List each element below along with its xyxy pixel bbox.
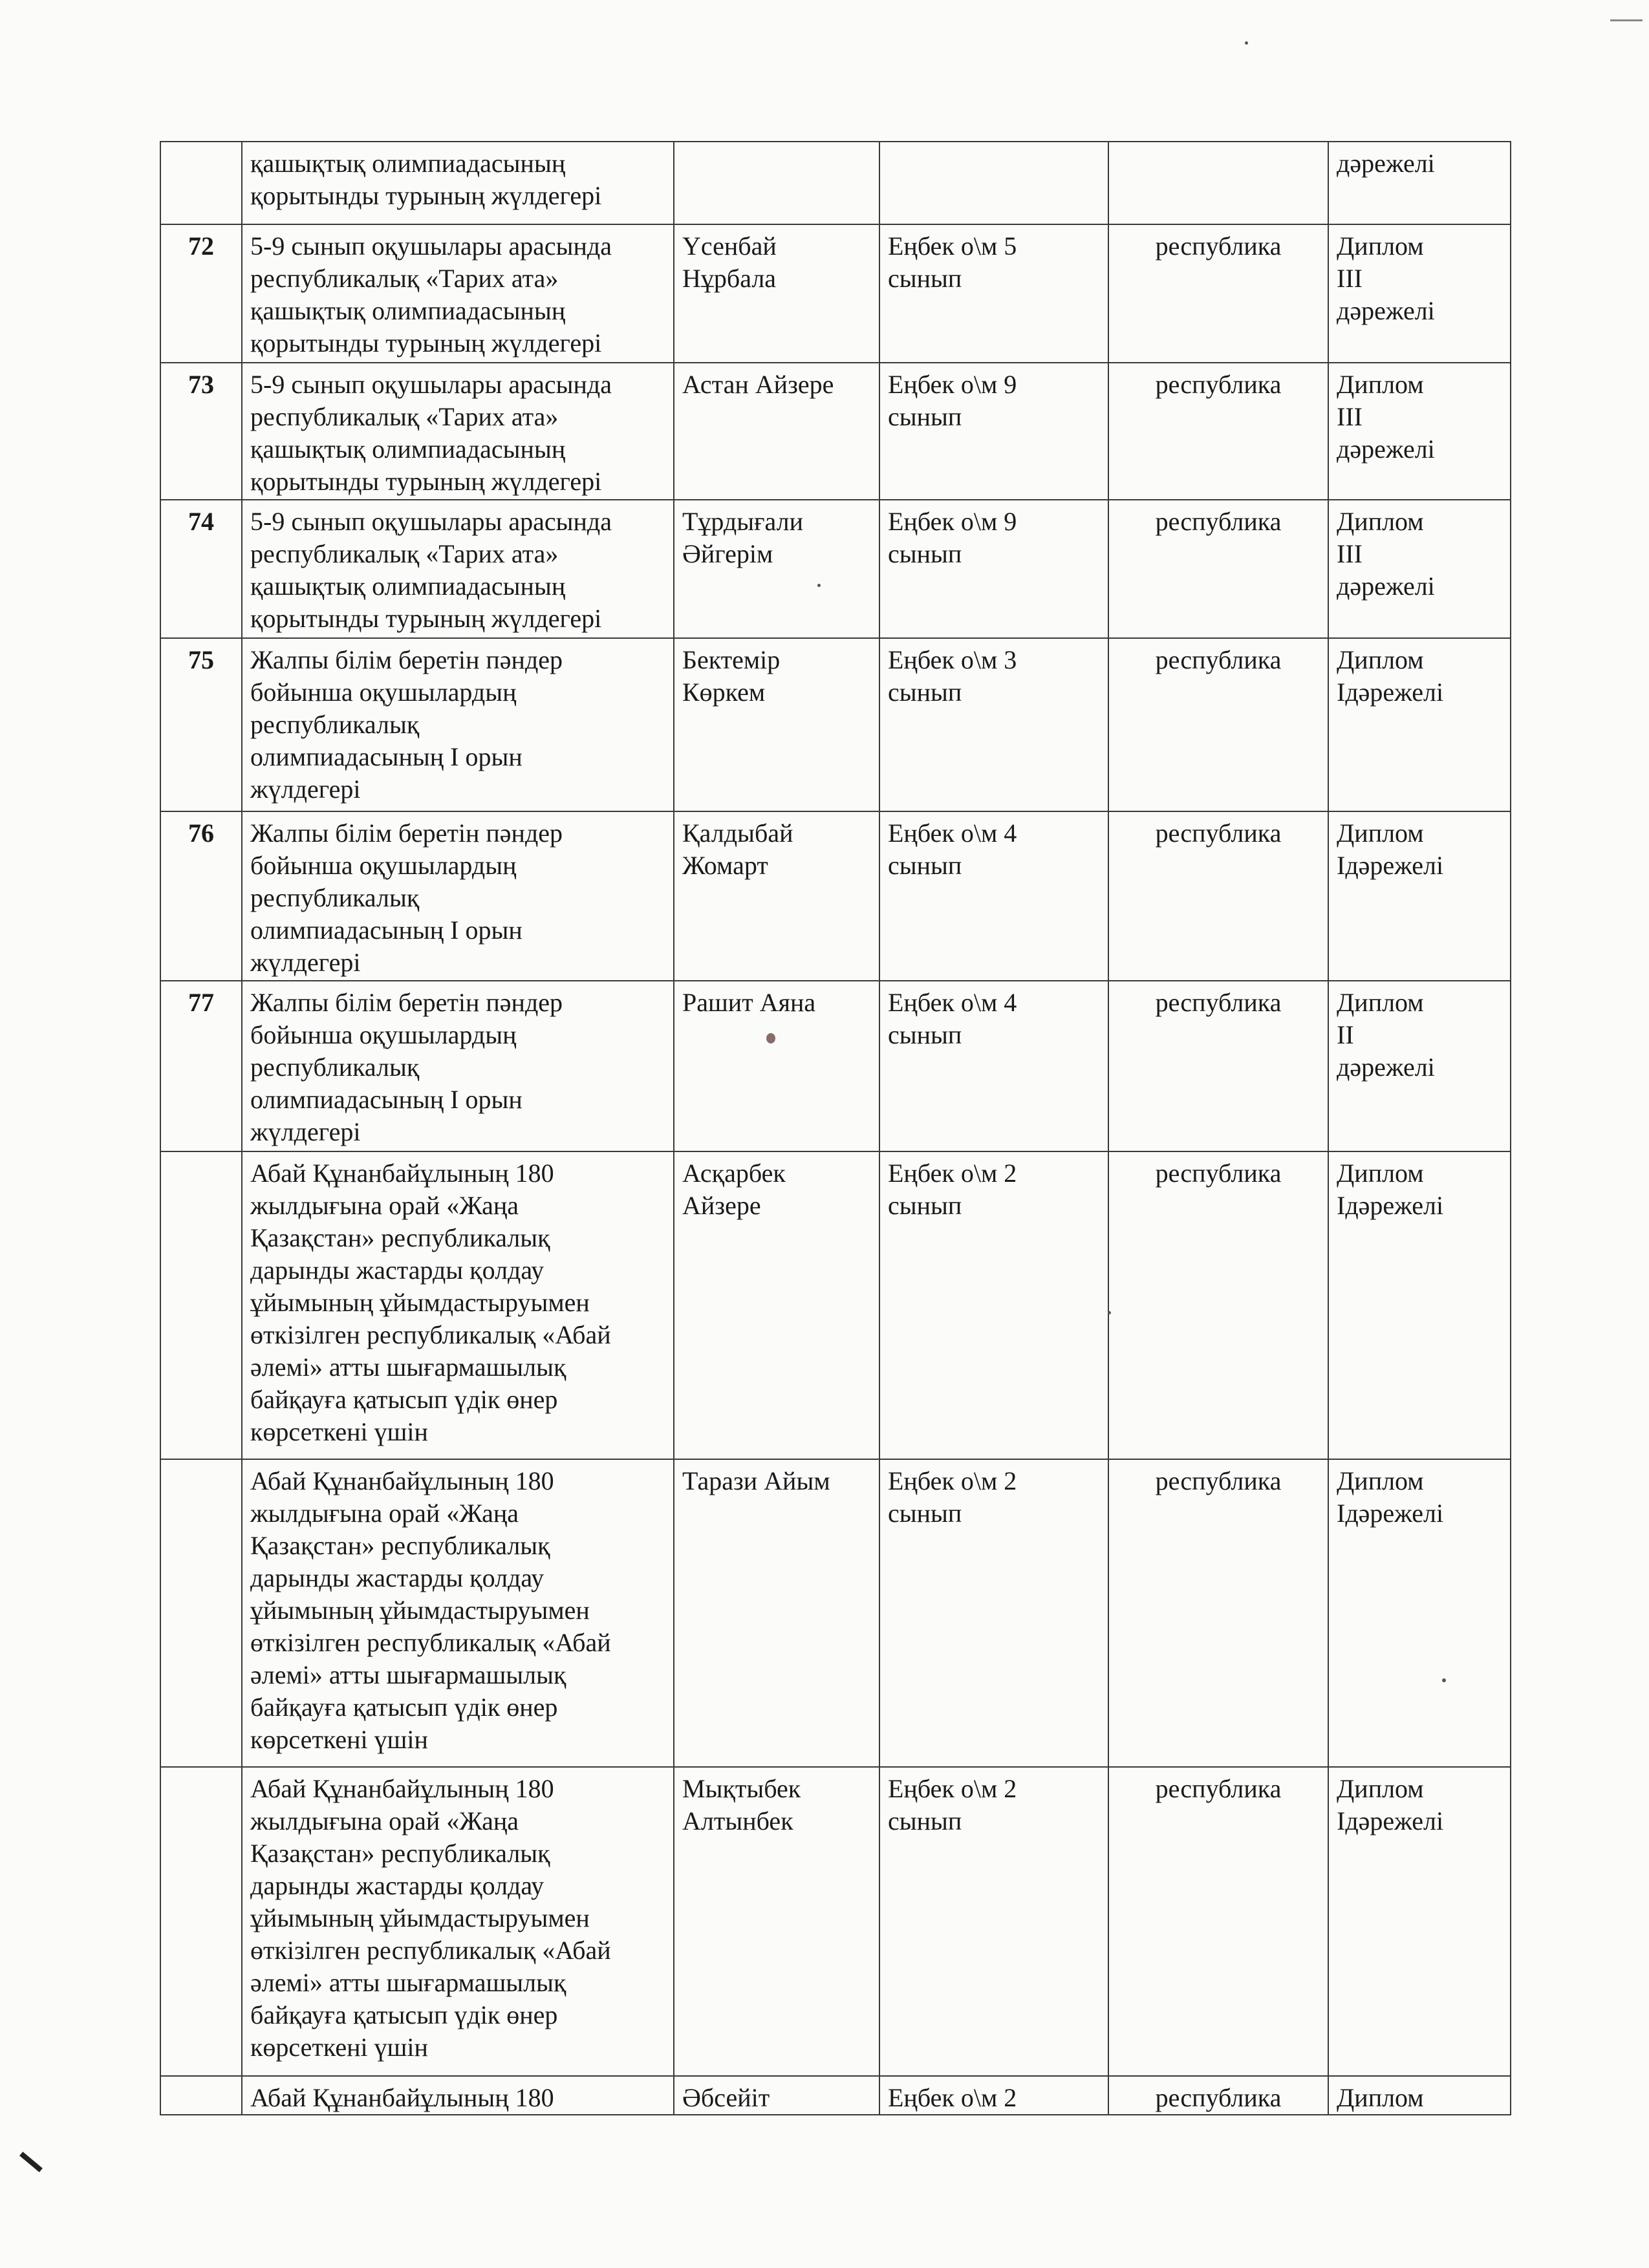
event-cell (242, 2076, 674, 2115)
event-cell-line: жылдығына орай «Жаңа (250, 1499, 519, 1528)
student-cell (674, 1151, 879, 1459)
student-cell-line: Үсенбай (682, 231, 777, 261)
event-cell-line: дарынды жастарды қолдау (250, 1871, 544, 1900)
event-cell-line: қорытынды турының жүлдегері (250, 604, 602, 633)
student-cell (674, 2076, 879, 2115)
event-cell-line: республикалық «Тарих ата» (250, 539, 559, 568)
grade-cell-line: Еңбек о\м 9 (888, 507, 1017, 536)
table-row (160, 811, 1511, 981)
event-cell-line: әлемі» атты шығармашылық (250, 1660, 566, 1689)
event-cell-line: Жалпы білім беретін пәндер (250, 818, 563, 848)
scan-edge-mark (1610, 19, 1643, 21)
grade-cell-line: сынып (888, 851, 962, 880)
event-cell-line: республикалық «Тарих ата» (250, 402, 559, 431)
event-cell-line: көрсеткені үшін (250, 2033, 428, 2062)
student-cell (674, 811, 879, 981)
award-cell-line: Ідәрежелі (1337, 1191, 1444, 1220)
event-cell-line: қорытынды турының жүлдегері (250, 467, 602, 496)
event-cell-line: 5-9 сынып оқушылары арасында (250, 370, 612, 399)
student-cell (674, 224, 879, 363)
event-cell-line: олимпиадасының І орын (250, 1085, 523, 1114)
event-cell-line: байқауға қатысып үдік өнер (250, 1693, 558, 1722)
event-cell-line: Абай Құнанбайұлының 180 (250, 1159, 554, 1188)
award-cell-line: Диплом (1337, 818, 1424, 848)
student-cell-line: Тарази Айым (682, 1466, 830, 1495)
results-table-body (160, 142, 1511, 2115)
award-cell-line: III (1337, 539, 1363, 568)
table-row (160, 500, 1511, 638)
event-cell-line: республикалық «Тарих ата» (250, 264, 559, 293)
event-cell-line: бойынша оқушылардың (250, 851, 517, 880)
grade-cell-line: сынып (888, 1806, 962, 1835)
event-cell-line: өткізілген республикалық «Абай (250, 1320, 611, 1349)
student-cell (674, 142, 879, 224)
grade-cell-line: сынып (888, 539, 962, 568)
table-row (160, 981, 1511, 1151)
student-cell-line: Әйгерім (682, 539, 773, 568)
grade-cell (879, 142, 1108, 224)
award-cell-line: Диплом (1337, 1466, 1424, 1495)
level-cell (1108, 142, 1328, 224)
event-cell-line: Қазақстан» республикалық (250, 1839, 550, 1868)
event-cell-line: Қазақстан» республикалық (250, 1223, 550, 1252)
event-cell-line: 5-9 сынып оқушылары арасында (250, 507, 612, 536)
level-cell: республика (1108, 981, 1328, 1151)
award-cell-line: Диплом (1337, 645, 1424, 674)
student-cell-line: Астан Айзере (682, 370, 834, 399)
table-row (160, 1151, 1511, 1459)
student-cell-line: Айзере (682, 1191, 761, 1220)
event-cell-line: республикалық (250, 883, 420, 912)
row-number (160, 1151, 242, 1459)
award-cell-line: Диплом (1337, 988, 1424, 1017)
grade-cell (879, 224, 1108, 363)
event-cell-line: олимпиадасының І орын (250, 742, 523, 771)
level-cell: республика (1108, 2076, 1328, 2115)
level-cell: республика (1108, 224, 1328, 363)
award-cell-line: Диплом (1337, 231, 1424, 261)
grade-cell (879, 1459, 1108, 1767)
table-row (160, 363, 1511, 500)
grade-cell-line: Еңбек о\м 2 (888, 1159, 1017, 1188)
grade-cell (879, 2076, 1108, 2115)
event-cell (242, 811, 674, 981)
award-cell-line: дәрежелі (1337, 1053, 1435, 1082)
award-cell-line: II (1337, 1020, 1354, 1049)
event-cell-line: өткізілген республикалық «Абай (250, 1628, 611, 1657)
grade-cell (879, 1767, 1108, 2076)
student-cell-line: Алтынбек (682, 1806, 793, 1835)
student-cell-line: Тұрдығали (682, 507, 804, 536)
student-cell (674, 981, 879, 1151)
grade-cell (879, 811, 1108, 981)
student-cell-line: Рашит Аяна (682, 988, 816, 1017)
scan-edge-mark (19, 2152, 43, 2172)
level-cell: республика (1108, 1767, 1328, 2076)
award-cell-line: Диплом (1337, 370, 1424, 399)
event-cell-line: олимпиадасының І орын (250, 915, 523, 945)
award-cell (1328, 500, 1511, 638)
event-cell-line: қашықтық олимпиадасының (250, 572, 566, 601)
level-cell: республика (1108, 638, 1328, 811)
scan-speck (1442, 1678, 1446, 1682)
student-cell-line: Көркем (682, 678, 766, 707)
event-cell-line: қашықтық олимпиадасының (250, 434, 566, 464)
grade-cell-line: Еңбек о\м 2 (888, 2083, 1017, 2112)
student-cell (674, 638, 879, 811)
level-cell: республика (1108, 811, 1328, 981)
grade-cell-line: сынып (888, 1020, 962, 1049)
award-cell (1328, 981, 1511, 1151)
event-cell-line: жылдығына орай «Жаңа (250, 1191, 519, 1220)
student-cell (674, 363, 879, 500)
event-cell-line: Абай Құнанбайұлының 180 (250, 1466, 554, 1495)
table-row (160, 1459, 1511, 1767)
event-cell-line: өткізілген республикалық «Абай (250, 1936, 611, 1965)
student-cell-line: Жомарт (682, 851, 768, 880)
level-cell: республика (1108, 500, 1328, 638)
event-cell-line: жылдығына орай «Жаңа (250, 1806, 519, 1835)
level-cell: республика (1108, 363, 1328, 500)
award-cell-line: дәрежелі (1337, 572, 1435, 601)
scan-speck (766, 1033, 775, 1043)
event-cell-line: көрсеткені үшін (250, 1725, 428, 1754)
event-cell-line: Қазақстан» республикалық (250, 1531, 550, 1560)
event-cell (242, 981, 674, 1151)
scan-speck (817, 584, 821, 587)
grade-cell (879, 500, 1108, 638)
row-number (160, 142, 242, 224)
student-cell-line: Нұрбала (682, 264, 777, 293)
grade-cell (879, 363, 1108, 500)
student-cell-line: Асқарбек (682, 1159, 786, 1188)
level-cell: республика (1108, 1151, 1328, 1459)
event-cell (242, 500, 674, 638)
grade-cell-line: Еңбек о\м 9 (888, 370, 1017, 399)
grade-cell-line: Еңбек о\м 2 (888, 1466, 1017, 1495)
grade-cell-line: сынып (888, 678, 962, 707)
award-cell-line: Диплом (1337, 507, 1424, 536)
results-table (160, 141, 1511, 2115)
award-cell-line: Ідәрежелі (1337, 851, 1444, 880)
event-cell-line: ұйымының ұйымдастыруымен (250, 1903, 590, 1932)
event-cell-line: Жалпы білім беретін пәндер (250, 645, 563, 674)
event-cell-line: дарынды жастарды қолдау (250, 1563, 544, 1592)
event-cell-line: қашықтық олимпиадасының (250, 149, 566, 178)
grade-cell-line: сынып (888, 1499, 962, 1528)
scan-speck (1245, 41, 1248, 45)
table-row (160, 1767, 1511, 2076)
award-cell-line: дәрежелі (1337, 149, 1435, 178)
award-cell (1328, 1459, 1511, 1767)
row-number: 77 (160, 981, 242, 1151)
row-number: 74 (160, 500, 242, 638)
grade-cell (879, 981, 1108, 1151)
award-cell (1328, 811, 1511, 981)
event-cell-line: көрсеткені үшін (250, 1417, 428, 1446)
award-cell (1328, 1151, 1511, 1459)
award-cell (1328, 2076, 1511, 2115)
student-cell-line: Бектемір (682, 645, 781, 674)
row-number: 73 (160, 363, 242, 500)
event-cell-line: жүлдегері (250, 775, 361, 804)
row-number: 75 (160, 638, 242, 811)
row-number (160, 1459, 242, 1767)
award-cell-line: Диплом (1337, 2083, 1424, 2112)
grade-cell (879, 1151, 1108, 1459)
event-cell (242, 142, 674, 224)
grade-cell (879, 638, 1108, 811)
student-cell-line: Мықтыбек (682, 1774, 801, 1803)
row-number (160, 1767, 242, 2076)
grade-cell-line: Еңбек о\м 2 (888, 1774, 1017, 1803)
event-cell-line: ұйымының ұйымдастыруымен (250, 1596, 590, 1625)
grade-cell-line: сынып (888, 402, 962, 431)
grade-cell-line: сынып (888, 264, 962, 293)
student-cell (674, 1767, 879, 2076)
scan-speck (1108, 1311, 1111, 1314)
student-cell-line: Қалдыбай (682, 818, 793, 848)
award-cell-line: Ідәрежелі (1337, 1806, 1444, 1835)
event-cell-line: Абай Құнанбайұлының 180 (250, 2083, 554, 2112)
award-cell-line: Диплом (1337, 1774, 1424, 1803)
award-cell-line: дәрежелі (1337, 296, 1435, 325)
grade-cell-line: Еңбек о\м 3 (888, 645, 1017, 674)
event-cell (242, 638, 674, 811)
event-cell-line: қорытынды турының жүлдегері (250, 328, 602, 358)
event-cell-line: дарынды жастарды қолдау (250, 1256, 544, 1285)
grade-cell-line: Еңбек о\м 4 (888, 988, 1017, 1017)
grade-cell-line: сынып (888, 1191, 962, 1220)
event-cell-line: Абай Құнанбайұлының 180 (250, 1774, 554, 1803)
award-cell (1328, 142, 1511, 224)
event-cell (242, 1459, 674, 1767)
event-cell-line: қорытынды турының жүлдегері (250, 181, 602, 210)
award-cell-line: III (1337, 264, 1363, 293)
level-cell: республика (1108, 1459, 1328, 1767)
event-cell-line: әлемі» атты шығармашылық (250, 1353, 566, 1382)
award-cell-line: Ідәрежелі (1337, 678, 1444, 707)
award-cell-line: Диплом (1337, 1159, 1424, 1188)
student-cell (674, 1459, 879, 1767)
event-cell-line: республикалық (250, 710, 420, 739)
event-cell-line: жүлдегері (250, 1117, 361, 1146)
event-cell-line: жүлдегері (250, 948, 361, 977)
award-cell (1328, 363, 1511, 500)
award-cell-line: дәрежелі (1337, 434, 1435, 464)
row-number: 72 (160, 224, 242, 363)
award-cell (1328, 638, 1511, 811)
grade-cell-line: Еңбек о\м 4 (888, 818, 1017, 848)
student-cell-line: Әбсейіт (682, 2083, 770, 2112)
event-cell (242, 224, 674, 363)
table-row (160, 142, 1511, 224)
table-row (160, 638, 1511, 811)
grade-cell-line: Еңбек о\м 5 (888, 231, 1017, 261)
table-row (160, 2076, 1511, 2115)
award-cell-line: Ідәрежелі (1337, 1499, 1444, 1528)
table-row (160, 224, 1511, 363)
award-cell-line: III (1337, 402, 1363, 431)
row-number: 76 (160, 811, 242, 981)
event-cell-line: 5-9 сынып оқушылары арасында (250, 231, 612, 261)
award-cell (1328, 1767, 1511, 2076)
event-cell-line: бойынша оқушылардың (250, 678, 517, 707)
student-cell (674, 500, 879, 638)
event-cell-line: республикалық (250, 1053, 420, 1082)
event-cell (242, 363, 674, 500)
event-cell-line: әлемі» атты шығармашылық (250, 1968, 566, 1997)
row-number (160, 2076, 242, 2115)
event-cell-line: Жалпы білім беретін пәндер (250, 988, 563, 1017)
award-cell (1328, 224, 1511, 363)
event-cell-line: байқауға қатысып үдік өнер (250, 1385, 558, 1414)
event-cell (242, 1151, 674, 1459)
event-cell-line: ұйымының ұйымдастыруымен (250, 1288, 590, 1317)
event-cell-line: бойынша оқушылардың (250, 1020, 517, 1049)
event-cell-line: қашықтық олимпиадасының (250, 296, 566, 325)
event-cell-line: байқауға қатысып үдік өнер (250, 2000, 558, 2029)
event-cell (242, 1767, 674, 2076)
